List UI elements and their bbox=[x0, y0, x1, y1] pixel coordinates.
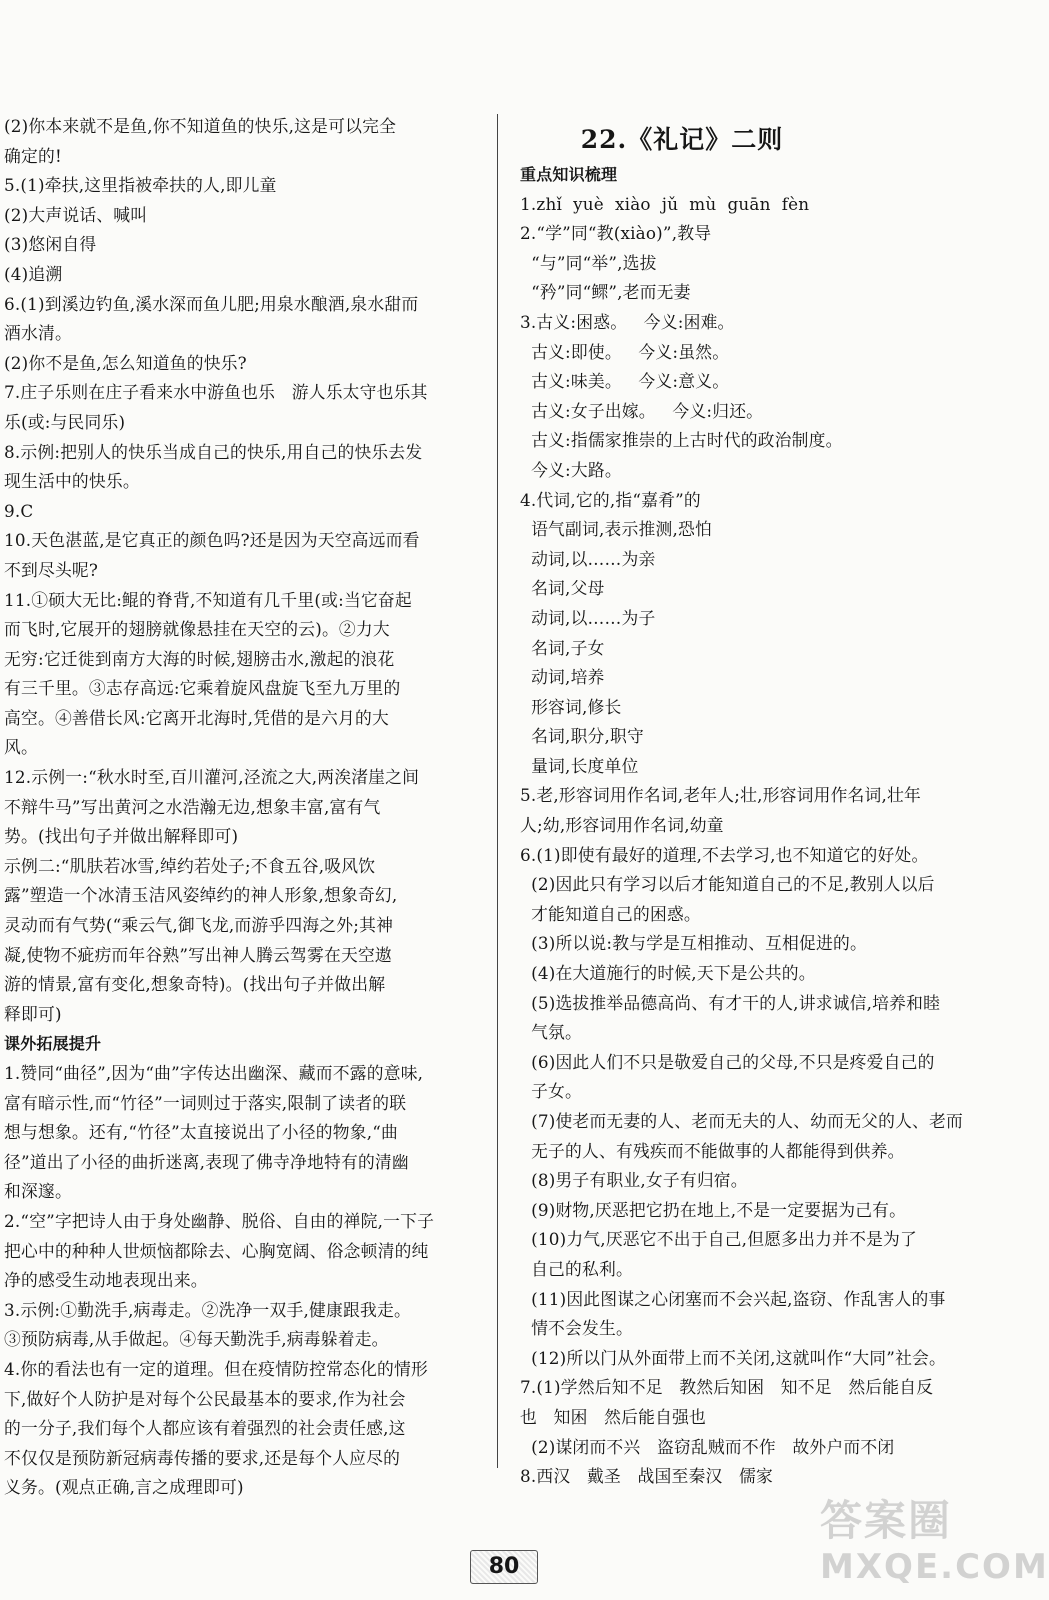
text-line: 有三千里。③志存高远:它乘着旋风盘旋飞至九万里的 bbox=[4, 678, 401, 699]
text-line: 想与想象。还有,“竹径”太直接说出了小径的物象,“曲 bbox=[4, 1122, 399, 1143]
text-line: 1.zhǐ yuè xiào jǔ mù guān fèn bbox=[520, 193, 810, 214]
text-line: 2.“空”字把诗人由于身处幽静、脱俗、自由的禅院,一下子 bbox=[4, 1210, 435, 1231]
text-line: 子女。 bbox=[520, 1081, 583, 1102]
text-line: 下,做好个人防护是对每个公民最基本的要求,作为社会 bbox=[4, 1388, 406, 1409]
section-title: 22.《礼记》二则 bbox=[580, 125, 784, 154]
text-line: 高空。④善借长风:它离开北海时,凭借的是六月的大 bbox=[4, 707, 389, 728]
text-line: (12)所以门从外面带上而不关闭,这就叫作“大同”社会。 bbox=[520, 1347, 947, 1368]
text-line: (10)力气,厌恶它不出于自己,但愿多出力并不是为了 bbox=[520, 1229, 918, 1250]
text-line: 名词,职分,职守 bbox=[520, 726, 645, 747]
text-line: “与”同“举”,选拔 bbox=[520, 252, 657, 273]
text-line: 酒水清。 bbox=[4, 323, 72, 344]
text-line: 11.①硕大无比:鲲的脊背,不知道有几千里(或:当它奋起 bbox=[4, 589, 412, 610]
text-line: 10.天色湛蓝,是它真正的颜色吗?还是因为天空高远而看 bbox=[4, 530, 420, 551]
text-line: 语气副词,表示推测,恐怕 bbox=[520, 519, 712, 540]
text-line: 净的感受生动地表现出来。 bbox=[4, 1270, 208, 1291]
text-line: (4)追溯 bbox=[4, 263, 63, 284]
text-line: 示例二:“肌肤若冰雪,绰约若处子;不食五谷,吸风饮 bbox=[4, 855, 376, 876]
text-line: 气氛。 bbox=[520, 1022, 583, 1043]
text-line: ③预防病毒,从手做起。④每天勤洗手,病毒躲着走。 bbox=[4, 1329, 389, 1350]
text-line: 不仅仅是预防新冠病毒传播的要求,还是每个人应尽的 bbox=[4, 1447, 401, 1468]
text-line: 灵动而有气势(“乘云气,御飞龙,而游乎四海之外;其神 bbox=[4, 915, 394, 936]
text-line: 无穷:它迁徙到南方大海的时候,翅膀击水,激起的浪花 bbox=[4, 648, 395, 669]
text-line: 6.(1)即使有最好的道理,不去学习,也不知道它的好处。 bbox=[520, 844, 929, 865]
text-line: 7.庄子乐则在庄子看来水中游鱼也乐 游人乐太守也乐其 bbox=[4, 382, 428, 403]
text-line: 名词,父母 bbox=[520, 578, 605, 599]
text-line: (4)在大道施行的时候,天下是公共的。 bbox=[520, 963, 816, 984]
text-line: 义务。(观点正确,言之成理即可) bbox=[4, 1477, 244, 1498]
text-line: 3.古义:困惑。 今义:困难。 bbox=[520, 311, 735, 332]
left-column bbox=[4, 112, 488, 1503]
watermark-url: MXQE.COM bbox=[820, 1547, 1049, 1587]
text-line: 风。 bbox=[4, 737, 38, 758]
text-line: 的一分子,我们每个人都应该有着强烈的社会责任感,这 bbox=[4, 1418, 406, 1439]
text-line: (2)因此只有学习以后才能知道自己的不足,教别人以后 bbox=[520, 874, 935, 895]
text-line: 动词,以……为子 bbox=[520, 607, 656, 628]
text-line: “矜”同“鳏”,老而无妻 bbox=[520, 282, 691, 303]
text-line: 5.(1)牵扶,这里指被牵扶的人,即儿童 bbox=[4, 175, 277, 196]
text-line: 7.(1)学然后知不足 教然后知困 知不足 然后能自反 bbox=[520, 1377, 934, 1398]
text-line: 凝,使物不疵疠而年谷熟”写出神人腾云驾雾在天空遨 bbox=[4, 944, 392, 965]
text-line: 12.示例一:“秋水时至,百川灌河,泾流之大,两涘渚崖之间 bbox=[4, 767, 420, 788]
watermark-logo bbox=[820, 1495, 1049, 1595]
text-line: 古义:即使。 今义:虽然。 bbox=[520, 341, 730, 362]
text-line: 无子的人、有残疾而不能做事的人都能得到供养。 bbox=[520, 1140, 905, 1161]
text-line: 情不会发生。 bbox=[520, 1318, 633, 1339]
text-line: 游的情景,富有变化,想象奇特)。(找出句子并做出解 bbox=[4, 974, 386, 995]
text-line: 径”道出了小径的曲折迷离,表现了佛寺净地特有的清幽 bbox=[4, 1151, 409, 1172]
text-line: 把心中的种种人世烦恼都除去、心胸宽阔、俗念顿清的纯 bbox=[4, 1240, 429, 1261]
text-line: 古义:味美。 今义:意义。 bbox=[520, 371, 730, 392]
text-line: 乐(或:与民同乐) bbox=[4, 411, 126, 432]
text-line: 今义:大路。 bbox=[520, 459, 622, 480]
text-line: 形容词,修长 bbox=[520, 696, 622, 717]
text-line: 现生活中的快乐。 bbox=[4, 471, 140, 492]
text-line: 自己的私利。 bbox=[520, 1258, 633, 1279]
text-line: 和深邃。 bbox=[4, 1181, 72, 1202]
text-line: 4.你的看法也有一定的道理。但在疫情防控常态化的情形 bbox=[4, 1358, 428, 1379]
text-line: 而飞时,它展开的翅膀就像悬挂在天空的云)。②力大 bbox=[4, 619, 390, 640]
watermark-text: 答案圈 bbox=[820, 1496, 953, 1545]
text-line: 动词,以……为亲 bbox=[520, 548, 656, 569]
text-line: 释即可) bbox=[4, 1003, 62, 1024]
text-line: (6)因此人们不只是敬爱自己的父母,不只是疼爱自己的 bbox=[520, 1051, 935, 1072]
text-line: (8)男子有职业,女子有归宿。 bbox=[520, 1170, 748, 1191]
text-line: 也 知困 然后能自强也 bbox=[520, 1406, 707, 1427]
column-divider bbox=[497, 114, 498, 1468]
section-heading: 重点知识梳理 bbox=[520, 165, 618, 184]
text-line: (7)使老而无妻的人、老而无夫的人、幼而无父的人、老而 bbox=[520, 1111, 963, 1131]
page-number: 80 bbox=[470, 1550, 538, 1584]
text-line: (5)选拔推举品德高尚、有才干的人,讲求诚信,培养和睦 bbox=[520, 992, 941, 1013]
section-heading: 课外拓展提升 bbox=[4, 1034, 102, 1054]
text-line: 富有暗示性,而“竹径”一词则过于落实,限制了读者的联 bbox=[4, 1092, 407, 1113]
text-line: 露”塑造一个冰清玉洁风姿绰约的神人形象,想象奇幻, bbox=[4, 885, 398, 906]
text-line: (2)你不是鱼,怎么知道鱼的快乐? bbox=[4, 352, 247, 373]
text-line: 古义:女子出嫁。 今义:归还。 bbox=[520, 400, 764, 421]
text-line: 才能知道自己的困惑。 bbox=[520, 903, 701, 924]
right-column bbox=[520, 160, 978, 1492]
text-line: 6.(1)到溪边钓鱼,溪水深而鱼儿肥;用泉水酿酒,泉水甜而 bbox=[4, 293, 419, 314]
text-line: 4.代词,它的,指“嘉肴”的 bbox=[520, 489, 701, 510]
text-line: 1.赞同“曲径”,因为“曲”字传达出幽深、藏而不露的意味, bbox=[4, 1063, 424, 1083]
text-line: 2.“学”同“教(xiào)”,教导 bbox=[520, 223, 712, 244]
text-line: 8.西汉 戴圣 战国至秦汉 儒家 bbox=[520, 1466, 774, 1487]
text-line: 古义:指儒家推崇的上古时代的政治制度。 bbox=[520, 430, 843, 451]
text-line: 动词,培养 bbox=[520, 667, 605, 688]
text-line: 人;幼,形容词用作名词,幼童 bbox=[520, 815, 724, 836]
text-line: 不到尽头呢? bbox=[4, 559, 99, 580]
text-line: (2)你本来就不是鱼,你不知道鱼的快乐,这是可以完全 bbox=[4, 116, 397, 136]
text-line: (11)因此图谋之心闭塞而不会兴起,盗窃、作乱害人的事 bbox=[520, 1288, 946, 1309]
text-line: (3)所以说:教与学是互相推动、互相促进的。 bbox=[520, 933, 867, 954]
text-line: (2)大声说话、喊叫 bbox=[4, 204, 148, 225]
text-line: (2)谋闭而不兴 盗窃乱贼而不作 故外户而不闭 bbox=[520, 1436, 895, 1457]
text-line: 不辩牛马”写出黄河之水浩瀚无边,想象丰富,富有气 bbox=[4, 796, 381, 817]
text-line: 量词,长度单位 bbox=[520, 755, 639, 776]
text-line: 9.C bbox=[4, 500, 34, 521]
text-line: (9)财物,厌恶把它扔在地上,不是一定要据为己有。 bbox=[520, 1199, 907, 1220]
text-line: 8.示例:把别人的快乐当成自己的快乐,用自己的快乐去发 bbox=[4, 441, 423, 462]
text-line: (3)悠闲自得 bbox=[4, 234, 97, 255]
text-line: 势。(找出句子并做出解释即可) bbox=[4, 826, 239, 847]
text-line: 3.示例:①勤洗手,病毒走。②洗净一双手,健康跟我走。 bbox=[4, 1299, 411, 1320]
text-line: 5.老,形容词用作名词,老年人;壮,形容词用作名词,壮年 bbox=[520, 785, 922, 806]
text-line: 名词,子女 bbox=[520, 637, 605, 658]
text-line: 确定的! bbox=[4, 145, 62, 166]
